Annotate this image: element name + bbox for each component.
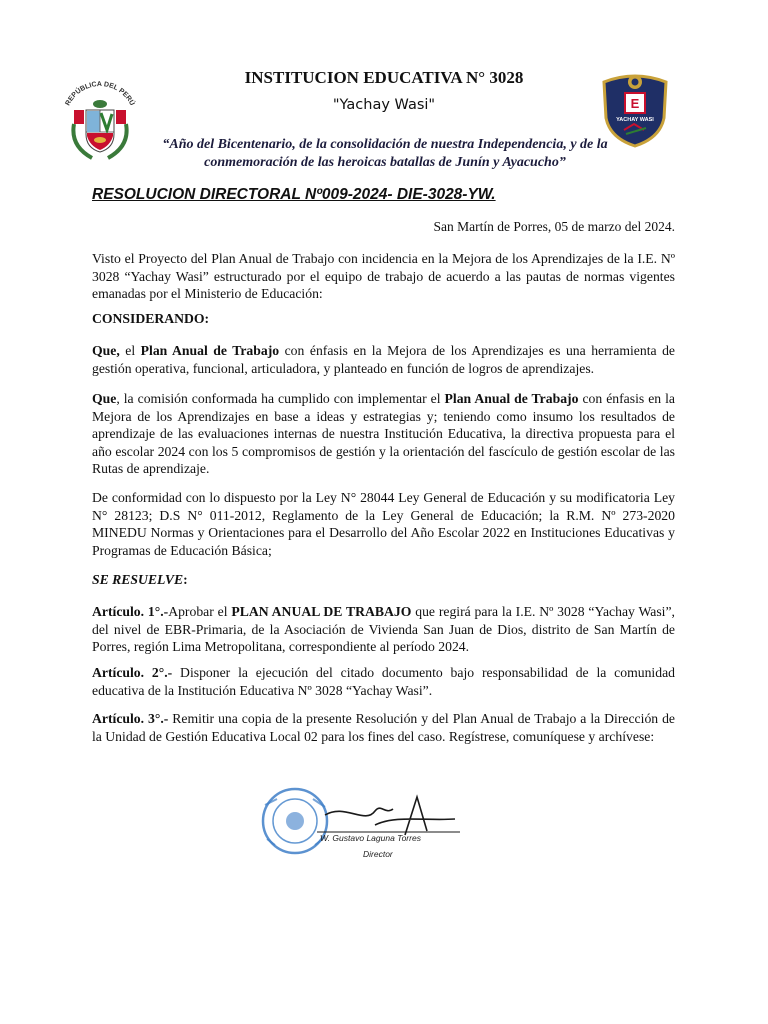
signatory-role: Director [363, 849, 393, 859]
emblem-arc-text: REPÚBLICA DEL PERÚ [64, 80, 136, 107]
paragraph-lead: Que [92, 391, 117, 406]
institution-subtitle: "Yachay Wasi" [332, 97, 436, 113]
signatory-name: W. Gustavo Laguna Torres [320, 833, 421, 843]
plan-name-bold: PLAN ANUAL DE TRABAJO [231, 604, 412, 619]
resuelve-label: SE RESUELVE [92, 572, 184, 587]
considerando-paragraph-1 [92, 342, 675, 377]
article-text: que regirá para la I.E. Nº 3028 “Yachay Wasi”, del nivel de EBR-Primaria, de la Asociación de Vivienda San Juan de Dios, distrito de San Martín de Porres, región Lima Metropolitana, correspondiente al período 2024. [92, 604, 675, 654]
shield-letter: E [630, 96, 640, 111]
shield-caption: YACHAY WASI [616, 117, 654, 123]
article-lead: Artículo. 2°.- [92, 665, 173, 680]
article-text: Remitir una copia de la presente Resolución y del Plan Anual de Trabajo a la Dirección de la Unidad de Gestión Educativa Local 02 para los fines del caso. Regístrese, comuníquese y archívese: [92, 711, 676, 744]
plan-name-bold: Plan Anual de Trabajo [140, 343, 280, 358]
article-1 [92, 603, 675, 656]
resuelve-colon: : [183, 572, 188, 587]
institution-title: INSTITUCION EDUCATIVA N° 3028 [244, 68, 524, 87]
resolution-title: RESOLUCION DIRECTORAL Nº009-2024- DIE-3028-YW. [92, 186, 496, 203]
considerando-paragraph-2 [92, 390, 675, 478]
se-resuelve-heading [92, 572, 188, 588]
article-3 [92, 710, 675, 745]
legal-basis-paragraph: De conformidad con lo dispuesto por la Ley N° 28044 Ley General de Educación y su modificatoria Ley N° 28123; D.S N° 011-2012, Reglamento de la Ley General de Educación; la R.M. Nº 273-2020 MINEDU Normas y Orientaciones para el Desarrollo del Año Escolar 2022 en Instituciones Educativas y Programas de Educación Básica; [92, 490, 675, 558]
article-2 [92, 664, 675, 699]
paragraph-text: con énfasis en la Mejora de los Aprendizajes en base a ideas y estrategias y; teniendo como insumo los resultados de aprendizaje de las evaluaciones internas de nuestra Institución Educativa, la directiva propuesta para el año escolar 2024 con los 5 compromisos de gestión y la orientación del fascículo de gestión escolar de las Rutas de aprendizaje. [92, 391, 675, 476]
paragraph-text: con énfasis en la Mejora de los Aprendizajes es una herramienta de gestión operativa, funcional, articuladora, y planteado en función de logros de aprendizajes. [92, 343, 675, 376]
article-lead: Artículo. 1°.- [92, 604, 169, 619]
article-lead: Artículo. 3°.- [92, 711, 169, 726]
article-text: Disponer la ejecución del citado documento bajo responsabilidad de la comunidad educativa de la Institución Educativa Nº 3028 “Yachay Wasi”. [92, 665, 675, 698]
year-motto: “Año del Bicentenario, de la consolidación de nuestra Independencia, y de la conmemoración de las heroicas batallas de Junín y Ayacucho” [162, 137, 608, 170]
plan-name-bold: Plan Anual de Trabajo [444, 391, 579, 406]
paragraph-text: el [119, 343, 141, 358]
paragraph-text: , la comisión conformada ha cumplido con implementar el [116, 391, 445, 406]
paragraph-lead: Que, [92, 343, 120, 358]
considerando-heading: CONSIDERANDO: [92, 311, 210, 326]
article-text: Aprobar el [168, 604, 232, 619]
intro-paragraph: Visto el Proyecto del Plan Anual de Trabajo con incidencia en la Mejora de los Aprendizajes de la I.E. Nº 3028 “Yachay Wasi” estructurado por el equipo de trabajo de acuerdo a las pautas de normas vigentes emanadas por el Ministerio de Educación: [92, 251, 675, 301]
document-date: San Martín de Porres, 05 de marzo del 2024. [433, 219, 675, 234]
